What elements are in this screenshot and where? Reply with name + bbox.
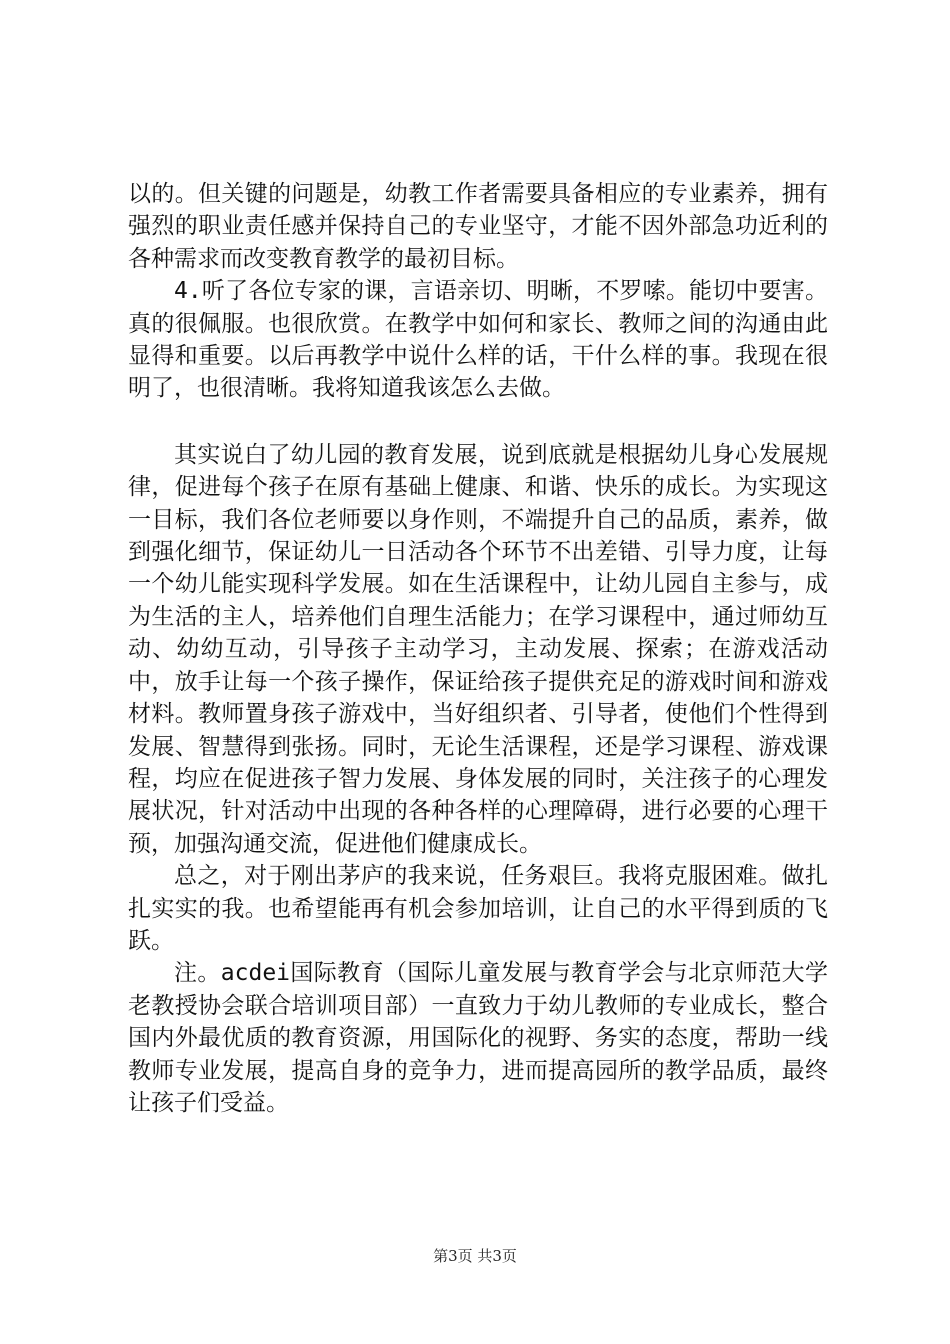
paragraph-education-development: 其实说白了幼儿园的教育发展，说到底就是根据幼儿身心发展规律，促进每个孩子在原有基础上健康、和谐、快乐的成长。为实现这一目标，我们各位老师要以身作则，不端提升自己的品质，素养，做到强化细节，保证幼儿一日活动各个环节不出差错、引导力度，让每一个幼儿能实现科学发展。如在生活课程中，让幼儿园自主参与，成为生活的主人，培养他们自理生活能力；在学习课程中，通过师幼互动、幼幼互动，引导孩子主动学习，主动发展、探索；在游戏活动中，放手让每一个孩子操作，保证给孩子提供充足的游戏时间和游戏材料。教师置身孩子游戏中，当好组织者、引导者，使他们个性得到发展、智慧得到张扬。同时，无论生活课程，还是学习课程、游戏课程，均应在促进孩子智力发展、身体发展的同时，关注孩子的心理发展状况，针对活动中出现的各种各样的心理障碍，进行必要的心理干预，加强沟通交流，促进他们健康成长。 (128, 441, 828, 857)
paragraph-item-4: 4.听了各位专家的课，言语亲切、明晰，不罗嗦。能切中要害。真的很佩服。也很欣赏。在教学中如何和家长、教师之间的沟通由此显得和重要。以后再教学中说什么样的话，干什么样的事。我现在很明了，也很清晰。我将知道我该怎么去做。 (128, 278, 828, 402)
page-number-footer: 第3页 共3页 (433, 1247, 517, 1265)
paragraph-gap (128, 405, 828, 439)
paragraph-note: 注。acdei国际教育（国际儿童发展与教育学会与北京师范大学老教授协会联合培训项目部）一直致力于幼儿教师的专业成长，整合国内外最优质的教育资源，用国际化的视野、务实的态度，帮助一线教师专业发展，提高自身的竞争力，进而提高园所的教学品质，最终让孩子们受益。 (128, 960, 828, 1116)
paragraph-continuation: 以的。但关键的问题是，幼教工作者需要具备相应的专业素养，拥有强烈的职业责任感并保持自己的专业坚守，才能不因外部急功近利的各种需求而改变教育教学的最初目标。 (128, 181, 828, 272)
paragraph-conclusion: 总之，对于刚出茅庐的我来说，任务艰巨。我将克服困难。做扎扎实实的我。也希望能再有机会参加培训，让自己的水平得到质的飞跃。 (128, 863, 828, 954)
document-body (128, 178, 828, 1119)
